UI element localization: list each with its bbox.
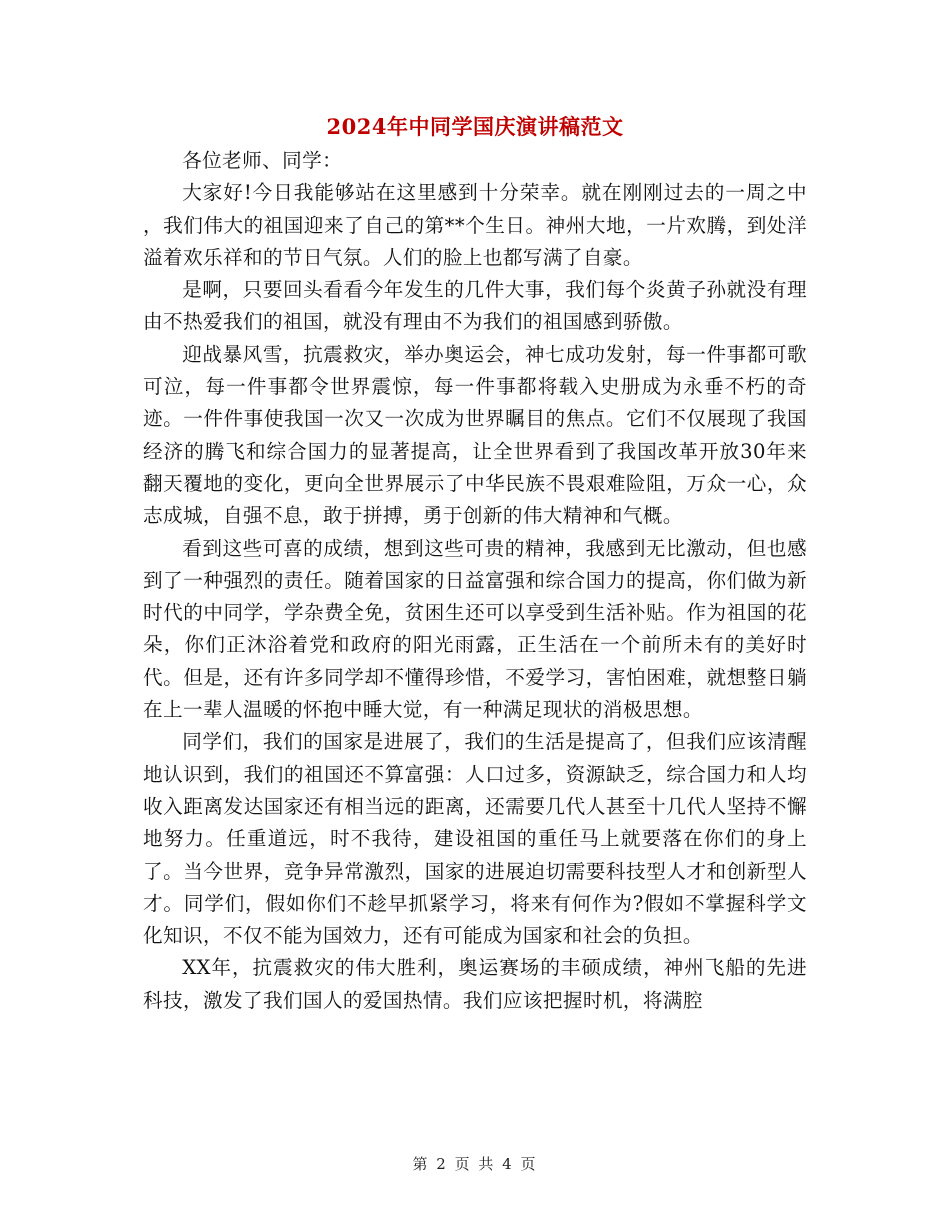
document-body: [143, 145, 807, 1017]
paragraph: XX年，抗震救灾的伟大胜利，奥运赛场的丰硕成绩，神州飞船的先进科技，激发了我们国人的爱国热情。我们应该把握时机，将满腔: [143, 956, 807, 1012]
page-footer: 第 2 页 共 4 页: [412, 1155, 538, 1173]
paragraph: 看到这些可喜的成绩，想到这些可贵的精神，我感到无比激动，但也感到了一种强烈的责任。随着国家的日益富强和综合国力的提高，你们做为新时代的中同学，学杂费全免，贫困生还可以享受到生活补贴。作为祖国的花朵，你们正沐浴着党和政府的阳光雨露，正生活在一个前所未有的美好时代。但是，还有许多同学却不懂得珍惜，不爱学习，害怕困难，就想整日躺在上一辈人温暖的怀抱中睡大觉，有一种满足现状的消极思想。: [143, 536, 807, 722]
paragraph: 迎战暴风雪，抗震救灾，举办奥运会，神七成功发射，每一件事都可歌可泣，每一件事都令世界震惊，每一件事都将载入史册成为永垂不朽的奇迹。一件件事使我国一次又一次成为世界瞩目的焦点。它们不仅展现了我国经济的腾飞和综合国力的显著提高，让全世界看到了我国改革开放30年来翻天覆地的变化，更向全世界展示了中华民族不畏艰难险阻，万众一心，众志成城，自强不息，敢于拼搏，勇于创新的伟大精神和气概。: [143, 342, 807, 528]
paragraph-salutation: 各位老师、同学：: [182, 149, 343, 172]
paragraph: 同学们，我们的国家是进展了，我们的生活是提高了，但我们应该清醒地认识到，我们的祖国还不算富强：人口过多，资源缺乏，综合国力和人均收入距离发达国家还有相当远的距离，还需要几代人甚至十几代人坚持不懈地努力。任重道远，时不我待，建设祖国的重任马上就要落在你们的身上了。当今世界，竞争异常激烈，国家的进展迫切需要科技型人才和创新型人才。同学们，假如你们不趁早抓紧学习，将来有何作为?假如不掌握科学文化知识，不仅不能为国效力，还有可能成为国家和社会的负担。: [143, 730, 807, 948]
paragraph: 大家好!今日我能够站在这里感到十分荣幸。就在刚刚过去的一周之中 ，我们伟大的祖国迎来了自己的第**个生日。神州大地，一片欢腾，到处洋溢着欢乐祥和的节日气氛。人们的脸上也都写满了自豪。: [143, 181, 807, 269]
paragraph: 是啊，只要回头看看今年发生的几件大事，我们每个炎黄子孙就没有理由不热爱我们的祖国，就没有理由不为我们的祖国感到骄傲。: [143, 278, 807, 334]
document-title: 2024年中同学国庆演讲稿范文: [326, 114, 624, 139]
